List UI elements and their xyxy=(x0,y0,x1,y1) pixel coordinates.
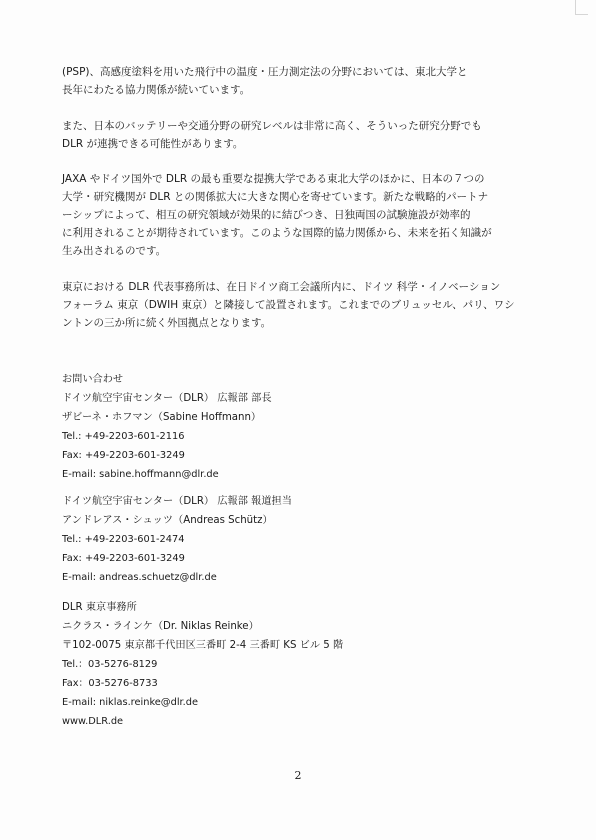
contact-block-schuetz xyxy=(62,492,542,587)
contact-phone: Tel.：03-5276-8129 xyxy=(62,659,158,670)
contact-name: ニクラス・ラインケ（Dr. Niklas Reinke） xyxy=(62,621,259,632)
contact-organization: ドイツ航空宇宙センター（DLR） 広報部 部長 xyxy=(62,393,272,404)
contact-phone: Tel.: +49-2203-601-2474 xyxy=(62,534,185,545)
contact-block-tokyo-office xyxy=(62,598,542,731)
paragraph-partners: JAXA やドイツ国外で DLR の最も重要な提携大学である東北大学のほかに、日本の７つの 大学・研究機関が DLR との関係拡大に大きな関心を寄せています。新たな戦略的パートナ ーシップによって、相互の研究領域が効果的に結びつき、日独両国の試験施設が効率的 に利用されることが期待されています。このような国際的協力関係から、未来を拓く知識が 生み出されるのです。 xyxy=(62,173,492,257)
office-address: 〒102-0075 東京都千代田区三番町 2-4 三番町 KS ビル 5 階 xyxy=(62,640,344,651)
contact-phone: Tel.: +49-2203-601-2116 xyxy=(62,431,185,442)
contact-heading: お問い合わせ xyxy=(62,374,124,385)
contact-fax: Fax: +49-2203-601-3249 xyxy=(62,450,185,461)
website-link[interactable]: www.DLR.de xyxy=(62,716,124,727)
contact-name: ザビーネ・ホフマン（Sabine Hoffmann） xyxy=(62,412,262,423)
paragraph-psp: (PSP)、高感度塗料を用いた飛行中の温度・圧力測定法の分野においては、東北大学と 長年にわたる協力関係が続いています。 xyxy=(62,66,468,96)
office-name: DLR 東京事務所 xyxy=(62,602,137,613)
paragraph-tokyo-office: 東京における DLR 代表事務所は、在日ドイツ商工会議所内に、ドイツ 科学・イノベーション フォーラム 東京（DWIH 東京）と隣接して設置されます。これまでのブリュッセル、パリ、ワシ ントンの三か所に続く外国拠点となります。 xyxy=(62,281,515,329)
contact-fax: Fax: +49-2203-601-3249 xyxy=(62,553,185,564)
contact-email[interactable]: E-mail: niklas.reinke@dlr.de xyxy=(62,697,199,708)
contact-email[interactable]: E-mail: sabine.hoffmann@dlr.de xyxy=(62,469,219,480)
contact-block-hoffmann xyxy=(62,370,542,484)
page-corner-mark xyxy=(575,0,588,15)
page-number: 2 xyxy=(294,769,302,782)
contact-organization: ドイツ航空宇宙センター（DLR） 広報部 報道担当 xyxy=(62,496,292,507)
paragraph-battery: また、日本のバッテリーや交通分野の研究レベルは非常に高く、そういった研究分野でも DLR が連携できる可能性があります。 xyxy=(62,120,482,150)
contact-name: アンドレアス・シュッツ（Andreas Schütz） xyxy=(62,515,273,526)
contact-fax: Fax：03-5276-8733 xyxy=(62,678,158,689)
contact-email[interactable]: E-mail: andreas.schuetz@dlr.de xyxy=(62,572,217,583)
